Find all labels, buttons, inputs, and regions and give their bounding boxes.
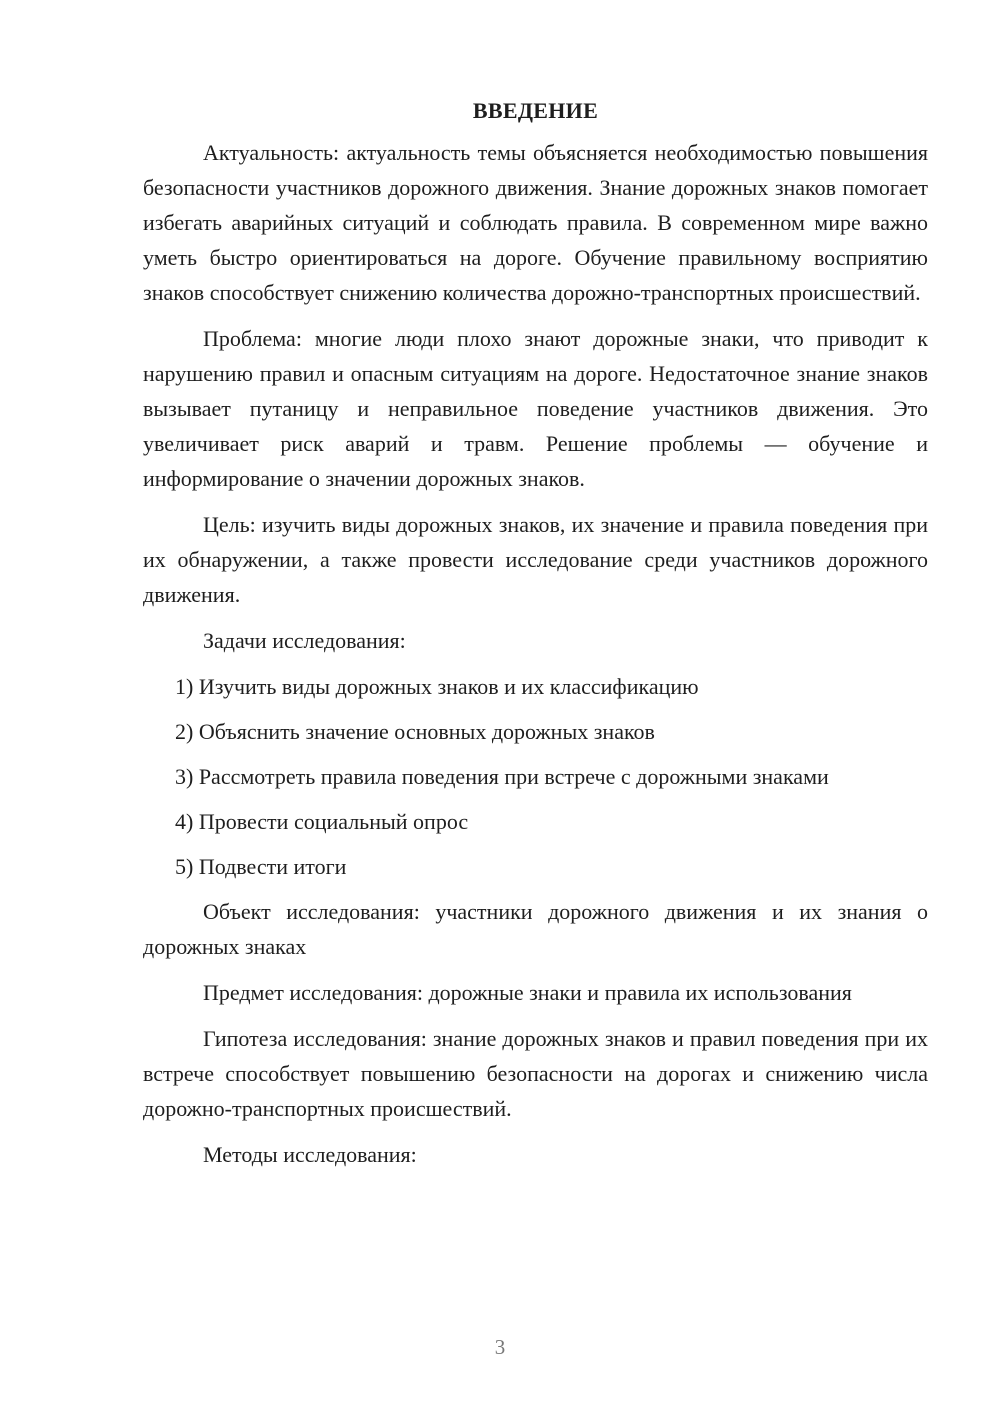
- task-item-1: 1) Изучить виды дорожных знаков и их классификацию: [175, 674, 699, 699]
- section-title: ВВЕДЕНИЕ: [472, 98, 599, 123]
- paragraph-relevance: Актуальность: актуальность темы объясняется необходимостью повышения безопасности участников дорожного движения. Знание дорожных знаков помогает избегать аварийных ситуаций и соблюдать правила. В современном мире важно уметь быстро ориентироваться на дороге. Обучение правильному восприятию знаков способствует снижению количества дорожно-транспортных происшествий.: [143, 140, 928, 305]
- paragraph-subject: Предмет исследования: дорожные знаки и правила их использования: [203, 980, 852, 1005]
- task-item-4: 4) Провести социальный опрос: [175, 809, 469, 834]
- page-content: [143, 93, 928, 1183]
- page-number: 3: [494, 1335, 506, 1359]
- methods-heading: Методы исследования:: [203, 1142, 417, 1167]
- tasks-list: [143, 669, 928, 884]
- task-item-5: 5) Подвести итоги: [175, 854, 347, 879]
- paragraph-goal: Цель: изучить виды дорожных знаков, их значение и правила поведения при их обнаружении, а также провести исследование среди участников дорожного движения.: [143, 512, 928, 607]
- paragraph-object: Объект исследования: участники дорожного движения и их знания о дорожных знаках: [143, 899, 928, 959]
- task-item-2: 2) Объяснить значение основных дорожных знаков: [175, 719, 655, 744]
- paragraph-hypothesis: Гипотеза исследования: знание дорожных знаков и правил поведения при их встрече способствует повышению безопасности на дорогах и снижению числа дорожно-транспортных происшествий.: [143, 1026, 928, 1121]
- task-item-3: 3) Рассмотреть правила поведения при встрече с дорожными знаками: [175, 764, 829, 789]
- tasks-heading: Задачи исследования:: [203, 628, 406, 653]
- paragraph-problem: Проблема: многие люди плохо знают дорожные знаки, что приводит к нарушению правил и опасным ситуациям на дороге. Недостаточное знание знаков вызывает путаницу и неправильное поведение участников движения. Это увеличивает риск аварий и травм. Решение проблемы — обучение и информирование о значении дорожных знаков.: [143, 326, 928, 491]
